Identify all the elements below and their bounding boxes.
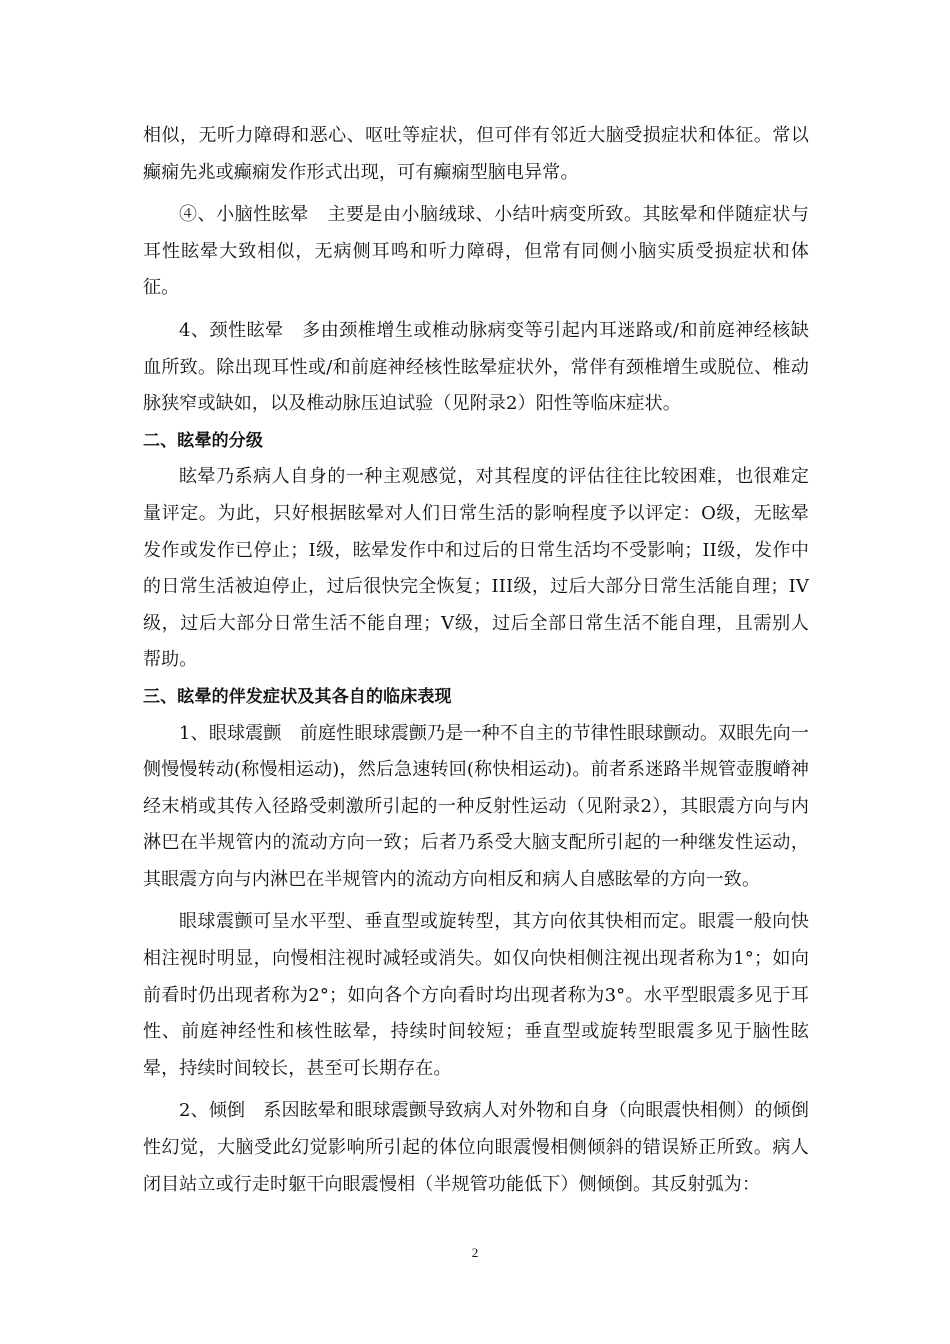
paragraph-cerebellar-vertigo: ④、小脑性眩晕 主要是由小脑绒球、小结叶病变所致。其眩晕和伴随症状与耳性眩晕大致相似，无病侧耳鸣和听力障碍，但常有同侧小脑实质受损症状和体征。 bbox=[143, 204, 809, 299]
section-heading-symptoms: 三、眩晕的伴发症状及其各自的临床表现 bbox=[143, 686, 452, 707]
paragraph-nystagmus: 1、眼球震颤 前庭性眼球震颤乃是一种不自主的节律性眼球颤动。双眼先向一侧慢慢转动(称慢相运动)，然后急速转回(称快相运动)。前者系迷路半规管壶腹嵴神经末梢或其传入径路受刺激所引起的一种反射性运动（见附录2），其眼震方向与内淋巴在半规管内的流动方向一致；后者乃系受大脑支配所引起的一种继发性运动，其眼震方向与内淋巴在半规管内的流动方向相反和病人自感眩晕的方向一致。 bbox=[143, 722, 809, 890]
body-text bbox=[143, 118, 809, 1203]
paragraph-continuation: 相似，无听力障碍和恶心、呕吐等症状，但可伴有邻近大脑受损症状和体征。常以癫痫先兆或癫痫发作形式出现，可有癫痫型脑电异常。 bbox=[143, 125, 809, 183]
section-heading-grading: 二、眩晕的分级 bbox=[143, 430, 264, 451]
paragraph-cervical-vertigo: 4、颈性眩晕 多由颈椎增生或椎动脉病变等引起内耳迷路或/和前庭神经核缺血所致。除出现耳性或/和前庭神经核性眩晕症状外，常伴有颈椎增生或脱位、椎动脉狭窄或缺如，以及椎动脉压迫试验（见附录2）阳性等临床症状。 bbox=[143, 319, 809, 415]
paragraph-nystagmus-types: 眼球震颤可呈水平型、垂直型或旋转型，其方向依其快相而定。眼震一般向快相注视时明显，向慢相注视时减轻或消失。如仅向快相侧注视出现者称为1°；如向前看时仍出现者称为2°；如向各个方向看时均出现者称为3°。水平型眼震多见于耳性、前庭神经性和核性眩晕，持续时间较短；垂直型或旋转型眼震多见于脑性眩晕，持续时间较长，甚至可长期存在。 bbox=[143, 911, 809, 1079]
page-number: 2 bbox=[471, 1245, 479, 1260]
paragraph-falling: 2、倾倒 系因眩晕和眼球震颤导致病人对外物和自身（向眼震快相侧）的倾倒性幻觉，大脑受此幻觉影响所引起的体位向眼震慢相侧倾斜的错误矫正所致。病人闭目站立或行走时躯干向眼震慢相（半规管功能低下）侧倾倒。其反射弧为： bbox=[143, 1100, 809, 1195]
paragraph-grading: 眩晕乃系病人自身的一种主观感觉，对其程度的评估往往比较困难，也很难定量评定。为此，只好根据眩晕对人们日常生活的影响程度予以评定：O级，无眩晕发作或发作已停止；I级，眩晕发作中和过后的日常生活均不受影响；II级，发作中的日常生活被迫停止，过后很快完全恢复；III级，过后大部分日常生活能自理；IV级，过后大部分日常生活不能自理；V级，过后全部日常生活不能自理，且需别人帮助。 bbox=[143, 466, 809, 671]
